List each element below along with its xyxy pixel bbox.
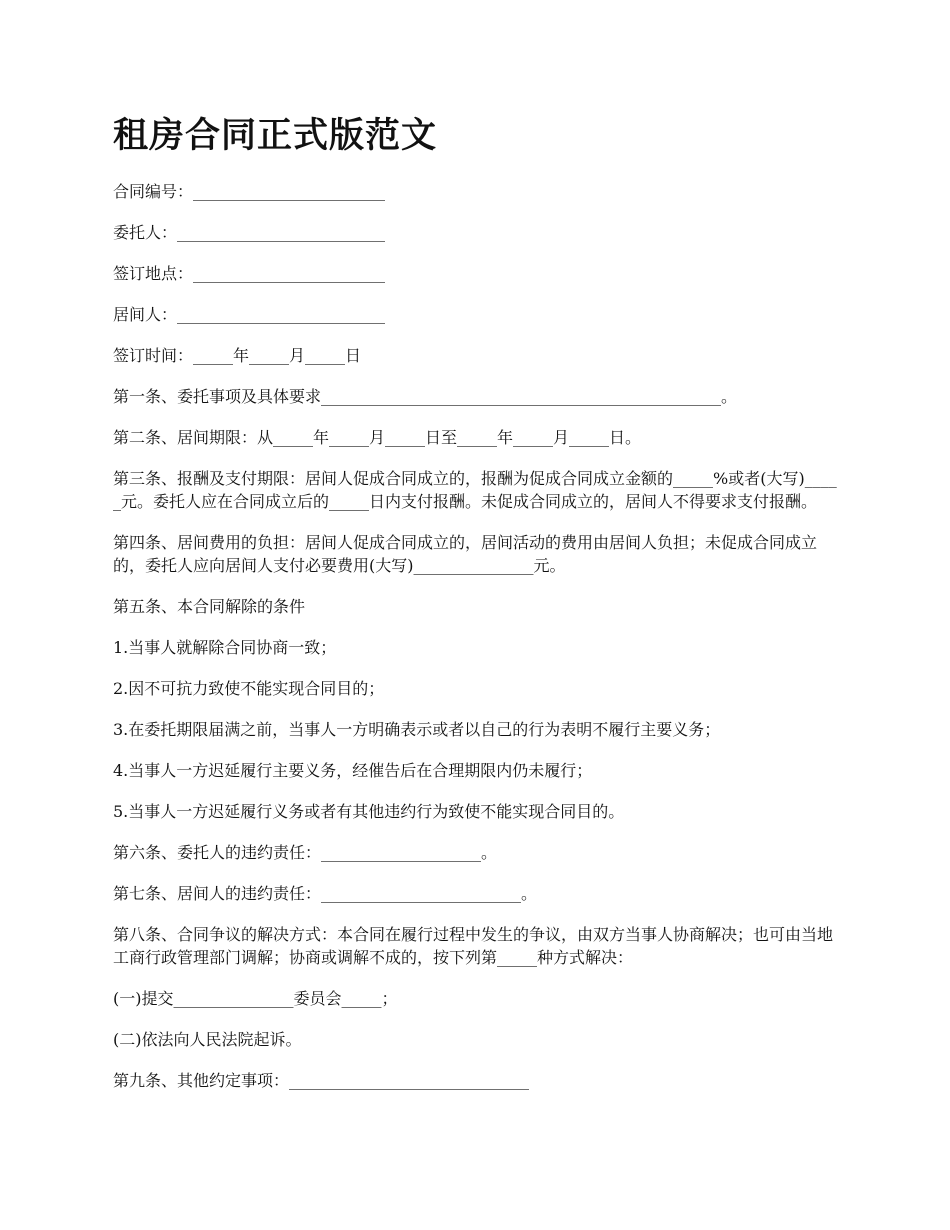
article-1: 第一条、委托事项及具体要求__________________________________________________。 [113, 387, 738, 406]
article-8-option-1: (一)提交_______________委员会_____； [113, 989, 398, 1008]
article-7: 第七条、居间人的违约责任：_________________________。 [113, 884, 538, 903]
article-9: 第九条、其他约定事项：______________________________ [113, 1071, 530, 1090]
article-5: 第五条、本合同解除的条件 [113, 597, 306, 616]
signing-place-line: 签订地点：________________________ [113, 264, 386, 283]
contract-document [113, 112, 843, 1110]
article-3: 第三条、报酬及支付期限：居间人促成合同成立的，报酬为促成合同成立金额的_____%或者(大写)_____元。委托人应在合同成立后的_____日内支付报酬。未促成合同成立的，居间人不得要求支付报酬。 [113, 469, 837, 511]
article-6: 第六条、委托人的违约责任：____________________。 [113, 843, 498, 862]
signing-date-line: 签订时间：_____年_____月_____日 [113, 346, 362, 365]
article-2: 第二条、居间期限：从_____年_____月_____日至_____年_____月_____日。 [113, 428, 642, 447]
article-5-item-5: 5.当事人一方迟延履行义务或者有其他违约行为致使不能实现合同目的。 [113, 802, 625, 821]
article-8: 第八条、合同争议的解决方式：本合同在履行过程中发生的争议，由双方当事人协商解决；也可由当地工商行政管理部门调解；协商或调解不成的，按下列第_____种方式解决： [113, 925, 834, 967]
article-5-item-2: 2.因不可抗力致使不能实现合同目的； [113, 679, 385, 698]
article-5-item-4: 4.当事人一方迟延履行主要义务，经催告后在合理期限内仍未履行； [113, 761, 593, 780]
contract-number-line: 合同编号：________________________ [113, 182, 386, 201]
article-4: 第四条、居间费用的负担：居间人促成合同成立的，居间活动的费用由居间人负担；未促成合同成立的，委托人应向居间人支付必要费用(大写)_______________元。 [113, 533, 818, 575]
article-5-item-3: 3.在委托期限届满之前，当事人一方明确表示或者以自己的行为表明不履行主要义务； [113, 720, 721, 739]
article-8-option-2: (二)依法向人民法院起诉。 [113, 1030, 302, 1049]
principal-line: 委托人：__________________________ [113, 223, 386, 242]
document-title: 租房合同正式版范文 [113, 115, 438, 156]
article-5-item-1: 1.当事人就解除合同协商一致； [113, 638, 337, 657]
intermediary-line: 居间人：__________________________ [113, 305, 386, 324]
